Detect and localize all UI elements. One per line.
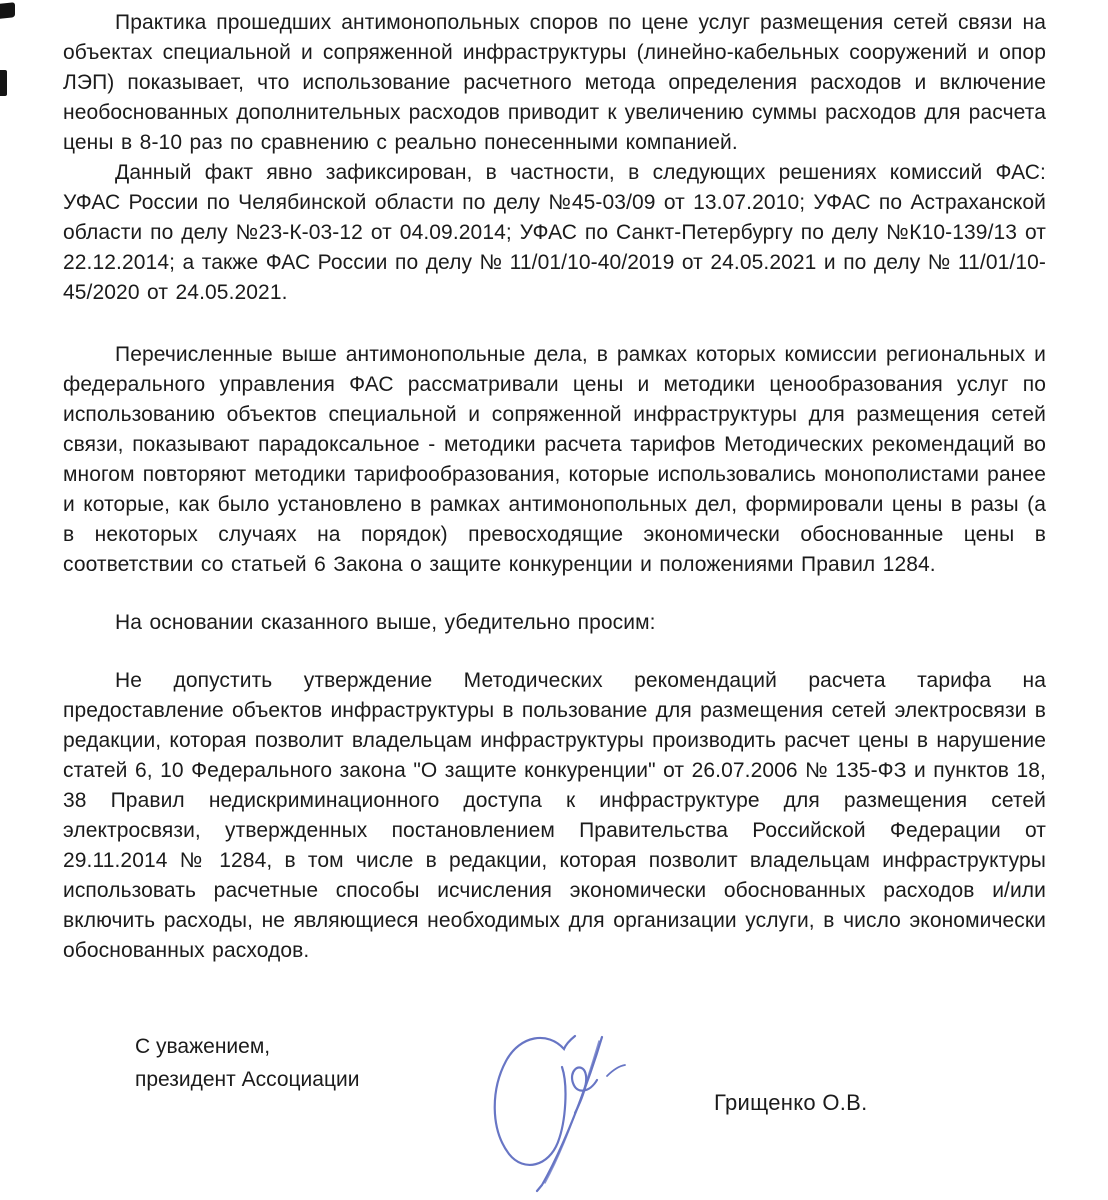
paragraph-practice-disputes: Практика прошедших антимонопольных споров по цене услуг размещения сетей связи на объектах специальной и сопряженной инфраструктуры (линейно-кабельных сооружений и опор ЛЭП) показывает, что использование расчетного метода определения расходов и включение необоснованных дополнительных расходов приводит к увеличению суммы расходов для расчета цены в 8-10 раз по сравнению с реально понесенными компанией. bbox=[63, 11, 1046, 154]
scan-artifact-mark bbox=[0, 70, 7, 96]
paragraph-request-body: Не допустить утверждение Методических рекомендаций расчета тарифа на предоставление объектов инфраструктуры в пользование для размещения сетей электросвязи в редакции, которая позволит владельцам инфраструктуры производить расчет цены в нарушение статей 6, 10 Федерального закона "О защите конкуренции" от 26.07.2006 № 135-ФЗ и пунктов 18, 38 Правил недискриминационного доступа к инфраструктуре для размещения сетей электросвязи, утвержденных постановлением Правительства Российской Федерации от 29.11.2014 № 1284, в том числе в редакции, которая позволит владельцам инфраструктуры использовать расчетные способы исчисления экономически обоснованных расходов и/или включить расходы, не являющиеся необходимых для организации услуги, в число экономически обоснованных расходов. bbox=[63, 669, 1046, 962]
closing-signer-title: президент Ассоциации bbox=[135, 1068, 360, 1091]
paragraph-request-intro: На основании сказанного выше, убедительно просим: bbox=[115, 611, 656, 634]
scan-artifact-mark bbox=[0, 2, 15, 19]
closing-salutation: С уважением, bbox=[135, 1035, 271, 1058]
handwritten-signature-scribble bbox=[478, 1015, 703, 1200]
paragraph-fas-decisions: Данный факт явно зафиксирован, в частности, в следующих решениях комиссий ФАС: УФАС России по Челябинской области по делу №45-03/09 от 13.07.2010; УФАС по Астраханской области по делу №23-К-03-12 от 04.09.2014; УФАС по Санкт-Петербургу по делу №К10-139/13 от 22.12.2014; а также ФАС России по делу № 11/01/10-40/2019 от 24.05.2021 и по делу № 11/01/10-45/2020 от 24.05.2021. bbox=[63, 161, 1046, 304]
signer-name: Грищенко О.В. bbox=[714, 1090, 868, 1115]
paragraph-antimonopoly-cases: Перечисленные выше антимонопольные дела, в рамках которых комиссии региональных и федерального управления ФАС рассматривали цены и методики ценообразования услуг по использованию объектов специальной и сопряженной инфраструктуры для размещения сетей связи, показывают парадоксальное - методики расчета тарифов Методических рекомендаций во многом повторяют методики тарифообразования, которые использовались монополистами ранее и которые, как было установлено в рамках антимонопольных дел, формировали цены в разы (а в некоторых случаях на порядок) превосходящие экономически обоснованные цены в соответствии со статьей 6 Закона о защите конкуренции и положениями Правил 1284. bbox=[63, 343, 1046, 576]
